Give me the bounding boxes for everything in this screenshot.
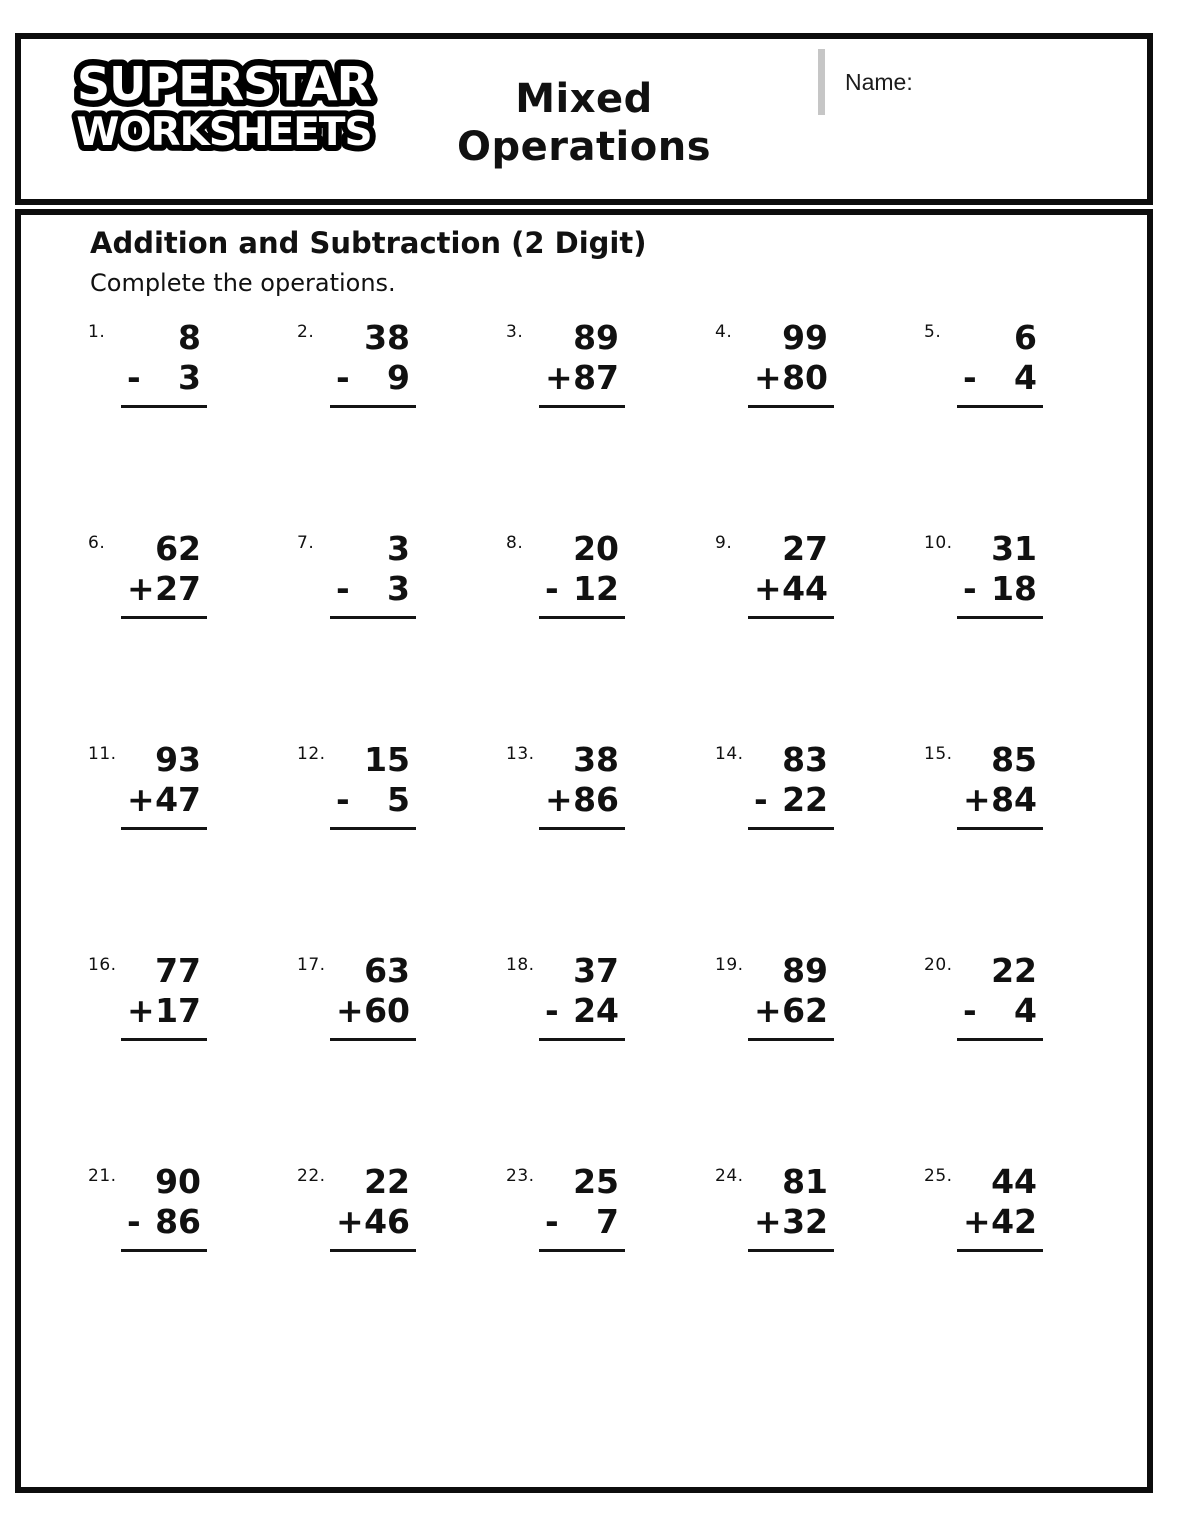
problem-bottom-operand: 9 [387, 358, 410, 397]
problem-number: 1. [88, 322, 106, 342]
problem-cell [715, 740, 924, 951]
answer-line [121, 405, 207, 408]
problem-operator: + [545, 358, 573, 397]
problem-number: 7. [297, 533, 315, 553]
problem-cell [715, 1162, 924, 1373]
problem-cell [506, 529, 715, 740]
problem-bottom-row [539, 569, 625, 609]
problem-bottom-row [748, 1202, 834, 1242]
worksheet-body [15, 209, 1153, 1493]
problem-cell [715, 529, 924, 740]
answer-line [748, 827, 834, 830]
problem-cell [88, 740, 297, 951]
problem-operator: + [754, 358, 782, 397]
problem-bottom-operand: 46 [364, 1202, 410, 1241]
problem-body [121, 1162, 207, 1252]
problem-body [121, 529, 207, 619]
problem-bottom-row [748, 358, 834, 398]
superstar-worksheets-logo [49, 53, 399, 169]
problem-body [121, 740, 207, 830]
problem-body [748, 740, 834, 830]
problem-body [957, 951, 1043, 1041]
answer-line [539, 827, 625, 830]
problem-bottom-operand: 24 [573, 991, 619, 1030]
problem-bottom-operand: 47 [155, 780, 201, 819]
problem-number: 6. [88, 533, 106, 553]
answer-line [957, 1249, 1043, 1252]
answer-line [748, 1249, 834, 1252]
problem-bottom-row [957, 569, 1043, 609]
problem-top-operand: 63 [364, 951, 410, 990]
problem-operator: + [963, 780, 991, 819]
problem-top-operand: 81 [782, 1162, 828, 1201]
answer-line [539, 1249, 625, 1252]
problem-body [330, 1162, 416, 1252]
problem-operator: + [754, 991, 782, 1030]
answer-line [748, 405, 834, 408]
header [15, 33, 1153, 205]
problem-number: 14. [715, 744, 744, 764]
problem-cell [297, 529, 506, 740]
answer-line [330, 827, 416, 830]
problem-top-operand: 44 [991, 1162, 1037, 1201]
problem-bottom-row [957, 991, 1043, 1031]
logo-graphic [49, 53, 399, 165]
problem-operator: + [754, 1202, 782, 1241]
problem-top-operand: 22 [991, 951, 1037, 990]
problem-operator: - [545, 569, 559, 608]
problem-body [539, 318, 625, 408]
problem-number: 2. [297, 322, 315, 342]
name-label: Name: [845, 69, 913, 95]
problem-number: 19. [715, 955, 744, 975]
problem-top-operand: 38 [364, 318, 410, 357]
problem-bottom-operand: 3 [387, 569, 410, 608]
problem-body [539, 1162, 625, 1252]
problem-bottom-operand: 12 [573, 569, 619, 608]
problem-cell [715, 951, 924, 1162]
problem-operator: - [127, 1202, 141, 1241]
problem-bottom-operand: 60 [364, 991, 410, 1030]
problem-operator: + [127, 569, 155, 608]
problem-bottom-row [330, 569, 416, 609]
problem-body [330, 529, 416, 619]
problem-bottom-operand: 86 [573, 780, 619, 819]
problem-cell [88, 318, 297, 529]
problem-number: 10. [924, 533, 953, 553]
problem-top-operand: 3 [387, 529, 410, 568]
problem-body [748, 951, 834, 1041]
problem-number: 4. [715, 322, 733, 342]
problem-number: 5. [924, 322, 942, 342]
problem-top-operand: 22 [364, 1162, 410, 1201]
problem-number: 23. [506, 1166, 535, 1186]
problem-number: 8. [506, 533, 524, 553]
name-divider-bar [818, 49, 825, 115]
problem-cell [715, 318, 924, 529]
problems-grid [88, 318, 1133, 1373]
answer-line [539, 616, 625, 619]
logo-line1: SUPERSTAR [77, 57, 371, 111]
problem-operator: + [754, 569, 782, 608]
answer-line [121, 1249, 207, 1252]
answer-line [748, 616, 834, 619]
problem-bottom-operand: 5 [387, 780, 410, 819]
problem-cell [297, 1162, 506, 1373]
answer-line [957, 1038, 1043, 1041]
problem-top-operand: 62 [155, 529, 201, 568]
logo-line2: WORKSHEETS [76, 110, 372, 155]
problem-operator: - [754, 780, 768, 819]
answer-line [957, 616, 1043, 619]
problem-cell [297, 951, 506, 1162]
problem-top-operand: 99 [782, 318, 828, 357]
problem-operator: + [336, 1202, 364, 1241]
problem-number: 25. [924, 1166, 953, 1186]
problem-cell [924, 740, 1133, 951]
problem-bottom-operand: 87 [573, 358, 619, 397]
problem-bottom-operand: 62 [782, 991, 828, 1030]
problem-cell [924, 951, 1133, 1162]
problem-bottom-operand: 7 [596, 1202, 619, 1241]
page-title [457, 75, 711, 171]
problem-body [121, 951, 207, 1041]
problem-bottom-operand: 3 [178, 358, 201, 397]
problem-cell [506, 951, 715, 1162]
problem-operator: - [127, 358, 141, 397]
problem-number: 3. [506, 322, 524, 342]
problem-bottom-row [330, 1202, 416, 1242]
problem-bottom-row [121, 780, 207, 820]
problem-cell [506, 318, 715, 529]
problem-top-operand: 93 [155, 740, 201, 779]
problem-operator: + [127, 991, 155, 1030]
problem-body [539, 529, 625, 619]
problem-number: 20. [924, 955, 953, 975]
problem-body [748, 1162, 834, 1252]
problem-cell [506, 1162, 715, 1373]
answer-line [957, 827, 1043, 830]
problem-bottom-row [957, 358, 1043, 398]
problem-number: 21. [88, 1166, 117, 1186]
problem-bottom-row [748, 780, 834, 820]
problem-operator: - [963, 358, 977, 397]
problem-bottom-row [539, 358, 625, 398]
problem-bottom-operand: 4 [1014, 991, 1037, 1030]
problem-top-operand: 25 [573, 1162, 619, 1201]
answer-line [121, 1038, 207, 1041]
problem-operator: - [545, 991, 559, 1030]
problem-bottom-operand: 18 [991, 569, 1037, 608]
answer-line [121, 616, 207, 619]
problem-number: 15. [924, 744, 953, 764]
problem-top-operand: 27 [782, 529, 828, 568]
problem-bottom-row [121, 991, 207, 1031]
problem-operator: + [336, 991, 364, 1030]
worksheet-instructions: Complete the operations. [90, 269, 396, 297]
answer-line [330, 1249, 416, 1252]
problem-body [748, 529, 834, 619]
problem-operator: - [336, 780, 350, 819]
page-title-line2: Operations [456, 124, 712, 170]
problem-number: 13. [506, 744, 535, 764]
answer-line [330, 1038, 416, 1041]
problem-cell [924, 1162, 1133, 1373]
problem-top-operand: 8 [178, 318, 201, 357]
problem-bottom-operand: 4 [1014, 358, 1037, 397]
problem-bottom-row [121, 1202, 207, 1242]
problem-top-operand: 20 [573, 529, 619, 568]
problem-top-operand: 77 [155, 951, 201, 990]
problem-top-operand: 37 [573, 951, 619, 990]
problem-body [957, 1162, 1043, 1252]
problem-cell [924, 529, 1133, 740]
problem-operator: - [336, 358, 350, 397]
problem-cell [506, 740, 715, 951]
problem-body [330, 951, 416, 1041]
answer-line [330, 616, 416, 619]
problem-bottom-operand: 17 [155, 991, 201, 1030]
problem-bottom-row [121, 569, 207, 609]
answer-line [121, 827, 207, 830]
problem-top-operand: 85 [991, 740, 1037, 779]
problem-number: 17. [297, 955, 326, 975]
problem-number: 24. [715, 1166, 744, 1186]
problem-bottom-operand: 84 [991, 780, 1037, 819]
problem-bottom-row [539, 991, 625, 1031]
problem-bottom-row [957, 780, 1043, 820]
problem-operator: + [127, 780, 155, 819]
problem-number: 12. [297, 744, 326, 764]
problem-bottom-row [330, 991, 416, 1031]
problem-top-operand: 90 [155, 1162, 201, 1201]
problem-bottom-operand: 22 [782, 780, 828, 819]
problem-body [957, 318, 1043, 408]
problem-cell [88, 951, 297, 1162]
problem-bottom-operand: 44 [782, 569, 828, 608]
problem-body [330, 318, 416, 408]
problem-number: 11. [88, 744, 117, 764]
problem-bottom-row [957, 1202, 1043, 1242]
answer-line [539, 405, 625, 408]
problem-bottom-operand: 32 [782, 1202, 828, 1241]
problem-top-operand: 31 [991, 529, 1037, 568]
problem-number: 22. [297, 1166, 326, 1186]
problem-cell [297, 318, 506, 529]
problem-operator: - [545, 1202, 559, 1241]
problem-body [957, 529, 1043, 619]
problem-number: 9. [715, 533, 733, 553]
problem-top-operand: 89 [782, 951, 828, 990]
answer-line [539, 1038, 625, 1041]
problem-bottom-operand: 86 [155, 1202, 201, 1241]
problem-operator: - [336, 569, 350, 608]
problem-body [957, 740, 1043, 830]
problem-top-operand: 83 [782, 740, 828, 779]
problem-bottom-row [748, 991, 834, 1031]
problem-bottom-row [330, 358, 416, 398]
problem-body [539, 740, 625, 830]
problem-top-operand: 38 [573, 740, 619, 779]
problem-number: 18. [506, 955, 535, 975]
answer-line [957, 405, 1043, 408]
answer-line [330, 405, 416, 408]
problem-bottom-operand: 27 [155, 569, 201, 608]
problem-operator: - [963, 991, 977, 1030]
problem-operator: + [545, 780, 573, 819]
problem-body [330, 740, 416, 830]
problem-bottom-row [539, 1202, 625, 1242]
problem-body [748, 318, 834, 408]
problem-top-operand: 6 [1014, 318, 1037, 357]
problem-cell [88, 529, 297, 740]
problem-bottom-row [121, 358, 207, 398]
problem-bottom-row [330, 780, 416, 820]
problem-top-operand: 15 [364, 740, 410, 779]
problem-bottom-operand: 42 [991, 1202, 1037, 1241]
worksheet-heading: Addition and Subtraction (2 Digit) [90, 226, 647, 260]
problem-top-operand: 89 [573, 318, 619, 357]
problem-operator: - [963, 569, 977, 608]
problem-cell [88, 1162, 297, 1373]
problem-bottom-row [539, 780, 625, 820]
problem-body [121, 318, 207, 408]
problem-operator: + [963, 1202, 991, 1241]
problem-body [539, 951, 625, 1041]
problem-cell [297, 740, 506, 951]
answer-line [748, 1038, 834, 1041]
problem-bottom-row [748, 569, 834, 609]
problem-bottom-operand: 80 [782, 358, 828, 397]
problem-cell [924, 318, 1133, 529]
page-title-line1: Mixed [515, 76, 653, 122]
problem-number: 16. [88, 955, 117, 975]
